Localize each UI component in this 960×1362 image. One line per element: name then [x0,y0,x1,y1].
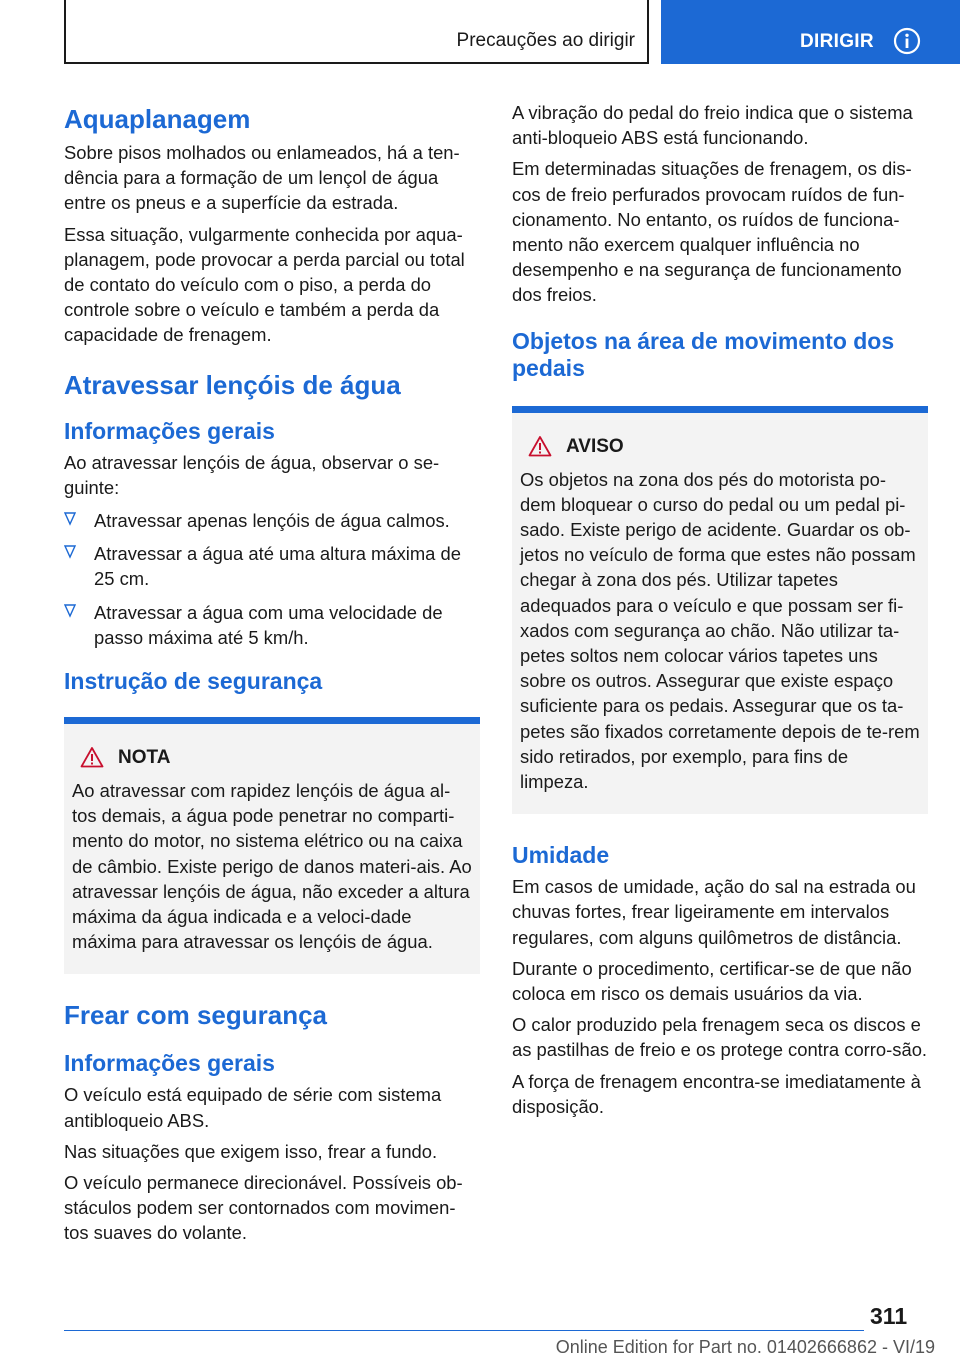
heading-frear: Frear com segurança [64,1000,328,1031]
umidade-paragraph-1: Em casos de umidade, ação do sal na estrada ou chuvas fortes, frear ligeiramente em intervalos regulares, com alguns quilômetros de distância. [512,876,916,948]
warning-icon [528,435,552,457]
aviso-title-row [520,435,920,463]
aviso-box [512,406,928,815]
subheading-objetos: Objetos na área de movimento dos pedais [512,327,895,381]
frear-paragraph-1: O veículo está equipado de série com sistema antibloqueio ABS. [64,1084,442,1131]
aquaplanagem-paragraph-1: Sobre pisos molhados ou enlameados, há a ten‐dência para a formação de um lençol de água entre os pneus e a superfície da estrada. [64,142,460,214]
left-column [64,100,480,1252]
umidade-paragraph-4: A força de frenagem encontra-se imediatamente à disposição. [512,1070,921,1117]
brake-discs-paragraph: Em determinadas situações de frenagem, os dis‐cos de freio perfurados provocam ruídos de fun‐cionamento. No entanto, os ruídos de funciona‐mento não exercem qualquer influência no desempenho e na segurança de funcionamento dos freios. [512,158,912,306]
header-section-box [64,0,649,64]
list-item [64,600,480,650]
subheading-informacoes-gerais-2: Informações gerais [64,1050,275,1077]
list-item-text: Atravessar a água com uma velocidade de passo máxima até 5 km/h. [94,601,443,648]
list-item [64,508,480,533]
heading-atravessar: Atravessar lençóis de água [64,369,401,400]
list-item [64,541,480,591]
footer-divider [64,1330,864,1331]
chapter-tab[interactable] [661,0,960,64]
info-icon[interactable] [893,27,921,55]
frear-paragraph-3: O veículo permanece direcionável. Possíveis ob‐stáculos podem ser contornados com movimen‐tos suaves do volante. [64,1172,463,1244]
aquaplanagem-paragraph-2: Essa situação, vulgarmente conhecida por aqua‐planagem, pode provocar a perda parcial ou total de contato do veículo com o piso, a perda do controle sobre o veículo e também a perda da capacidade de frenagem. [64,223,465,346]
nota-label: NOTA [118,747,171,769]
subheading-umidade: Umidade [512,842,610,869]
warning-icon [80,746,104,768]
umidade-paragraph-2: Durante o procedimento, certificar-se de que não coloca em risco os demais usuários da via. [512,957,912,1005]
frear-paragraph-2: Nas situações que exigem isso, frear a fundo. [64,1140,438,1162]
right-column [512,100,928,1125]
list-item-text: Atravessar apenas lençóis de água calmos. [94,510,450,532]
atravessar-intro: Ao atravessar lençóis de água, observar o se‐guinte: [64,451,440,498]
subheading-instrucao-seguranca: Instrução de segurança [64,668,323,695]
abs-vibration-paragraph: A vibração do pedal do freio indica que o sistema anti-bloqueio ABS está funcionando. [512,102,913,149]
aviso-label: AVISO [566,435,624,457]
heading-aquaplanagem: Aquaplanagem [64,104,251,134]
list-item-text: Atravessar a água até uma altura máxima de 25 cm. [94,543,461,590]
nota-title-row [72,746,472,774]
page-number: 311 [870,1303,908,1329]
nota-box [64,717,480,974]
umidade-paragraph-3: O calor produzido pela frenagem seca os discos e as pastilhas de freio e os protege contra corro‐são. [512,1014,928,1061]
footer-edition: Online Edition for Part no. 01402666862 - VI/19 [555,1337,935,1357]
triangle-bullet-icon [64,512,76,526]
chapter-tab-label: DIRIGIR [800,31,874,52]
triangle-bullet-icon [64,545,76,559]
nota-text: Ao atravessar com rapidez lençóis de água al‐tos demais, a água pode penetrar no comparti‐mento do motor, no sistema elétrico ou na caixa de câmbio. Existe perigo de danos materi‐ais. Ao atravessar lençóis de água, não exceder a altura máxima da água indicada e a veloci‐dade máxima para atravessar os lençóis de água. [72,780,472,953]
atravessar-list [64,508,480,650]
aviso-text: Os objetos na zona dos pés do motorista po‐dem bloquear o curso do pedal ou um pedal pi‐sado. Existe perigo de acidente. Guardar os ob‐jetos no veículo de forma que estes não possam chegar à zona dos pés. Utilizar tapetes adequados para o veículo e que possam ser fi‐xados com segurança ao chão. Não utilizar ta‐petes soltos nem colocar vários tapetes uns sobre os outros. Assegurar que existe espaço suficiente para os pedais. Assegurar que os ta‐petes são fixados corretamente depois de te‐rem sido retirados, por exemplo, para fins de limpeza. [520,468,920,793]
triangle-bullet-icon [64,604,76,618]
subheading-informacoes-gerais: Informações gerais [64,417,275,444]
section-title: Precauções ao dirigir [456,30,635,51]
